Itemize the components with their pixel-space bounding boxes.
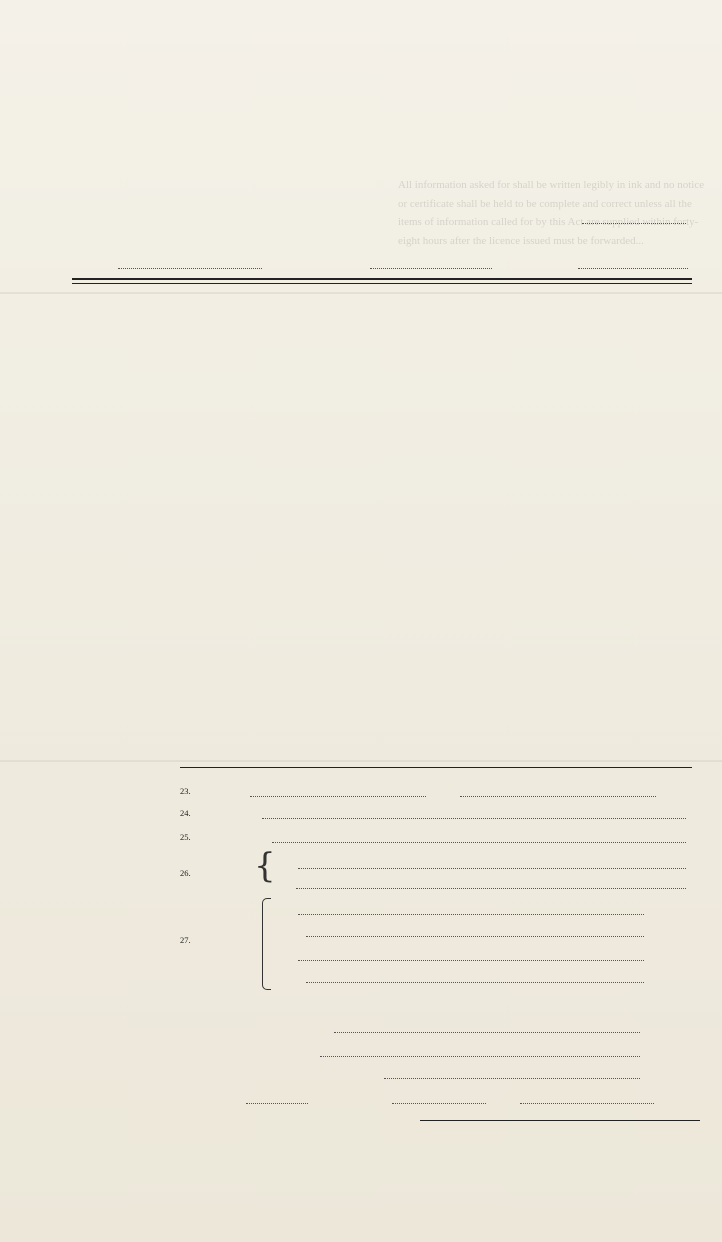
town-line xyxy=(370,268,492,269)
place-line xyxy=(262,818,686,819)
witness2-name-line xyxy=(298,960,644,961)
issuer-line xyxy=(420,1120,700,1121)
fold-line xyxy=(0,292,722,294)
witness1-name-line xyxy=(298,914,644,915)
divider xyxy=(180,767,692,768)
signature-of-label: 26. xyxy=(180,868,191,878)
witnesses-label: 27. xyxy=(180,935,191,945)
when-married-label: 23. xyxy=(180,786,191,796)
denomination-line xyxy=(384,1078,640,1079)
side-note xyxy=(96,460,120,980)
month-line xyxy=(460,796,656,797)
when-married-line xyxy=(250,796,426,797)
place-label: 24. xyxy=(180,808,191,818)
clergyman-line xyxy=(334,1032,640,1033)
groom-signature-line xyxy=(298,868,686,869)
divider xyxy=(72,278,692,280)
filed-line xyxy=(392,1103,486,1104)
reg-month-line xyxy=(520,1103,654,1104)
clergy-address-line xyxy=(320,1056,640,1057)
bride-signature-line xyxy=(296,888,686,889)
witness2-address-line xyxy=(306,982,644,983)
license-line xyxy=(272,842,686,843)
reverse-show-through: All information asked for shall be written legibly in ink and no notice or certificate shall be held to be complete and correct unless all the items of information called for by this Act are supplied within forty-eight hours after the licence issued must be forwarded... xyxy=(398,179,705,248)
signature-brace: { xyxy=(254,846,276,886)
divider xyxy=(72,283,692,284)
registered-line xyxy=(246,1103,308,1104)
municipality-line xyxy=(578,268,688,269)
registered-no-line xyxy=(582,223,686,224)
witnesses-bracket xyxy=(262,898,271,990)
county-line xyxy=(118,268,262,269)
witness1-address-line xyxy=(306,936,644,937)
license-label: 25. xyxy=(180,832,191,842)
